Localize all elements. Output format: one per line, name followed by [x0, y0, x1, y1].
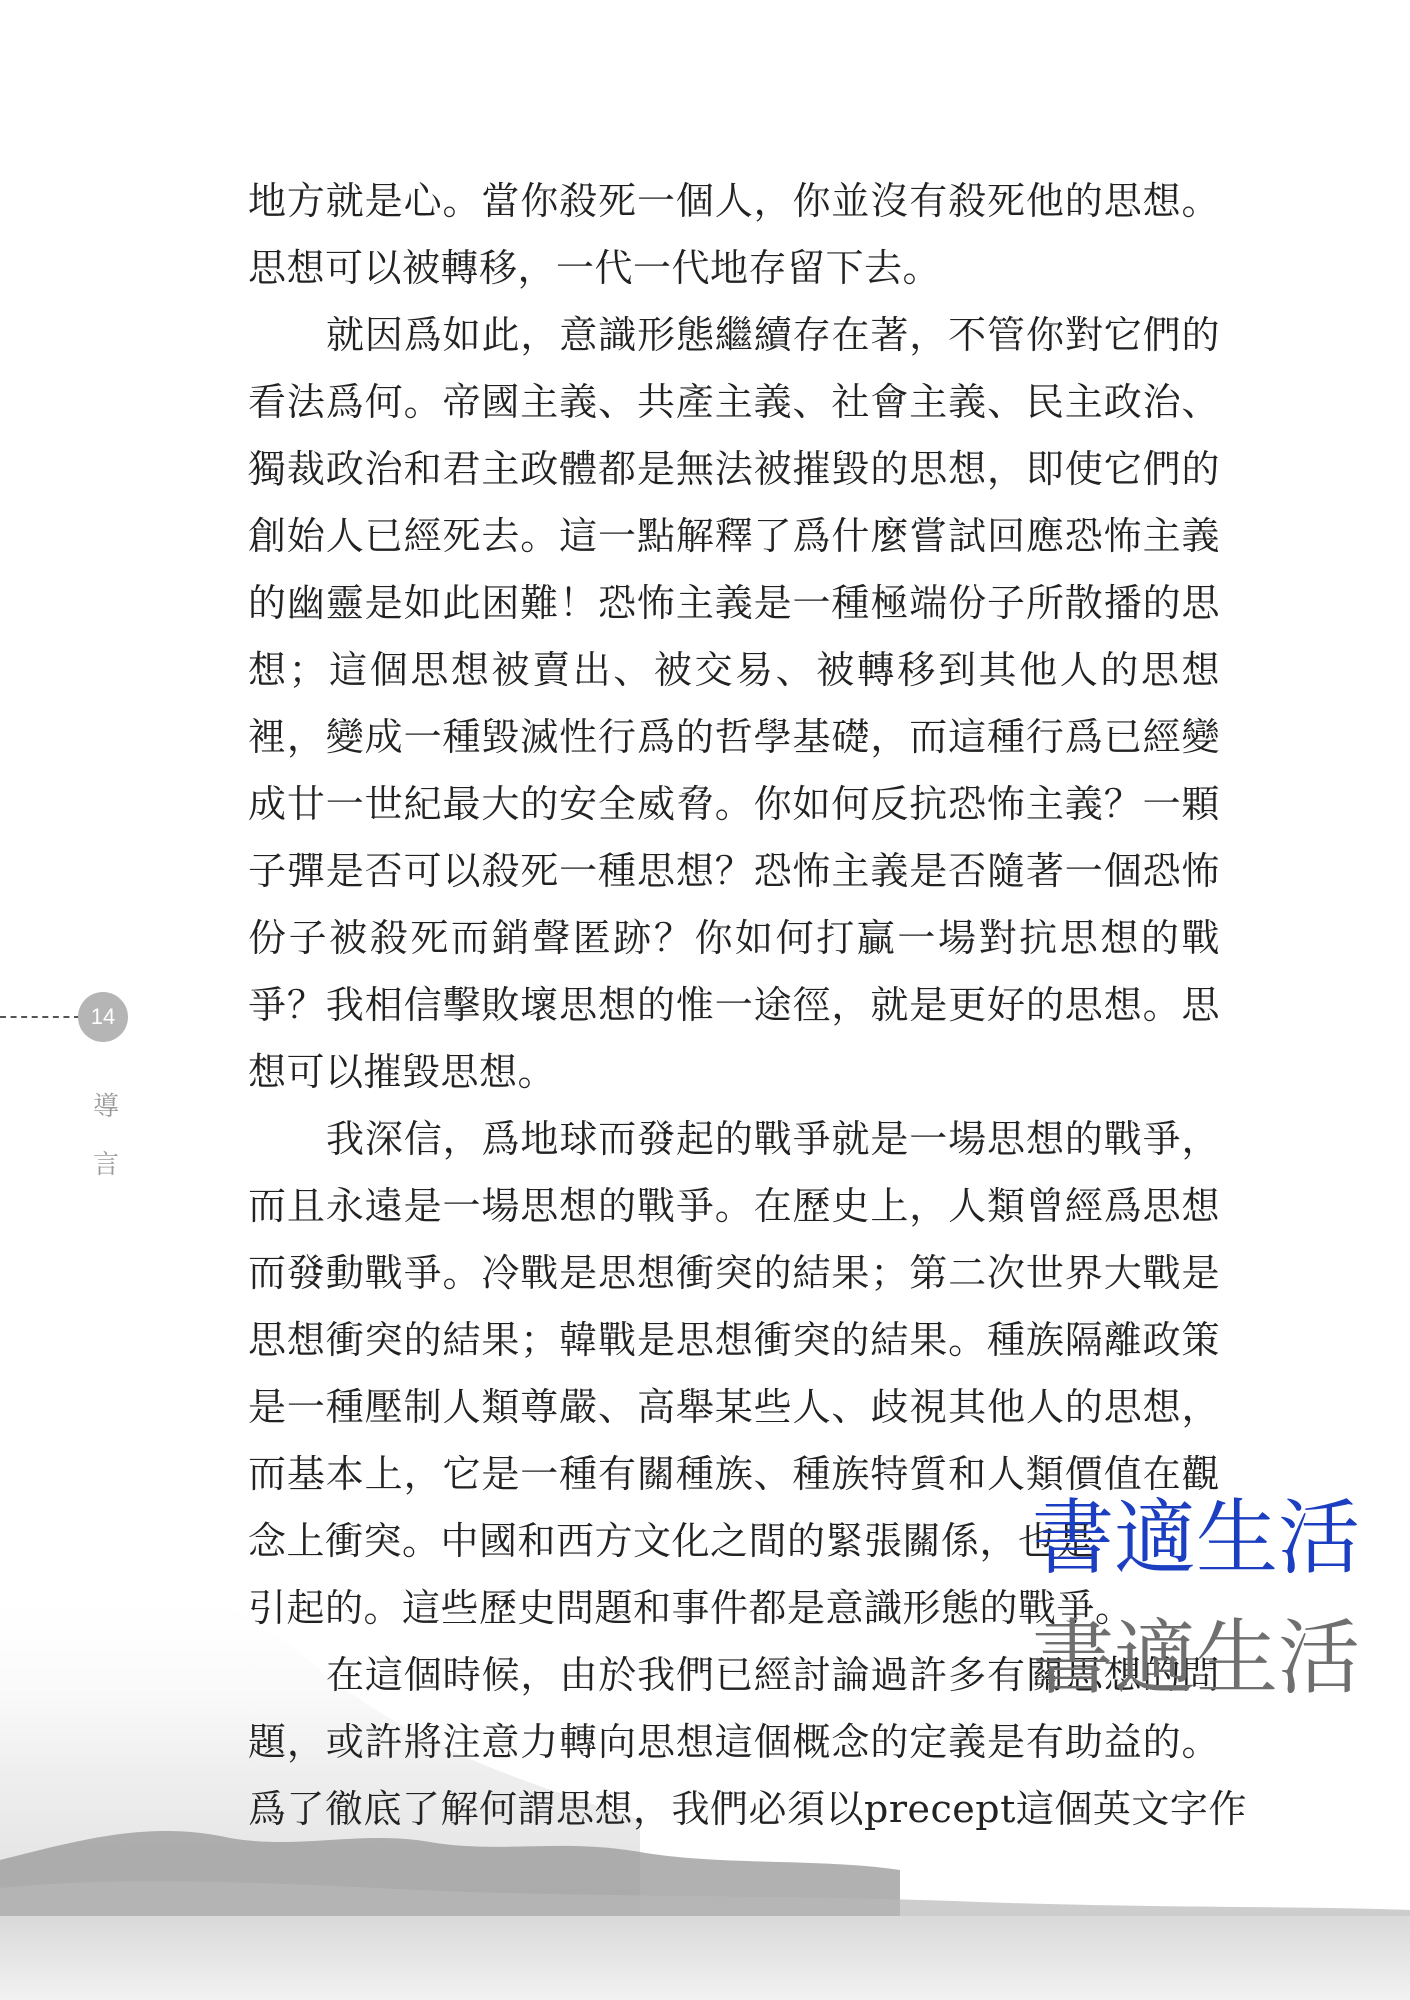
text-line: 在這個時候，由於我們已經討論過許多有關思想的問: [326, 1653, 1220, 1697]
section-label: [92, 1078, 120, 1194]
text-line: 念上衝突。中國和西方文化之間的緊張關係，也是: [248, 1519, 1096, 1563]
text-line: 的幽靈是如此困難！恐怖主義是一種極端份子所散播的思: [248, 581, 1220, 625]
text-line: 而且永遠是一場思想的戰爭。在歷史上，人類曾經爲思想: [248, 1184, 1220, 1228]
text-line: 是一種壓制人類尊嚴、高舉某些人、歧視其他人的思想，: [248, 1385, 1220, 1429]
text-line: 想；這個思想被賣出、被交易、被轉移到其他人的思想: [248, 648, 1220, 692]
body-text: [248, 168, 1247, 1843]
page-side-marker: [0, 990, 120, 1190]
watermark-blue: 書適生活: [1032, 1491, 1361, 1586]
text-line: 想可以摧毀思想。: [248, 1050, 557, 1094]
text-line: 看法爲何。帝國主義、共產主義、社會主義、民主政治、: [248, 380, 1220, 424]
text-line: 爭？我相信擊敗壞思想的惟一途徑，就是更好的思想。思: [248, 983, 1220, 1027]
text-line: 就因爲如此，意識形態繼續存在著，不管你對它們的: [326, 313, 1220, 357]
text-line: 我深信，爲地球而發起的戰爭就是一場思想的戰爭，: [326, 1117, 1220, 1161]
text-line: 子彈是否可以殺死一種思想？恐怖主義是否隨著一個恐怖: [248, 849, 1220, 893]
text-line: 爲了徹底了解何謂思想，我們必須以precept這個英文字作: [248, 1787, 1247, 1831]
section-label-char: 導: [92, 1092, 119, 1122]
text-line: 份子被殺死而銷聲匿跡？你如何打贏一場對抗思想的戰: [248, 916, 1220, 960]
text-line: 題，或許將注意力轉向思想這個概念的定義是有助益的。: [248, 1720, 1220, 1764]
text-line: 而基本上，它是一種有關種族、種族特質和人類價值在觀: [248, 1452, 1220, 1496]
text-line: 思想衝突的結果；韓戰是思想衝突的結果。種族隔離政策: [248, 1318, 1220, 1362]
side-dashed-line: [0, 1016, 80, 1018]
text-line: 裡，變成一種毀滅性行爲的哲學基礎，而這種行爲已經變: [248, 715, 1220, 759]
section-label-char: 言: [92, 1150, 119, 1180]
text-line: 創始人已經死去。這一點解釋了爲什麼嘗試回應恐怖主義: [248, 514, 1220, 558]
text-line: 成廿一世紀最大的安全威脅。你如何反抗恐怖主義？一顆: [248, 782, 1220, 826]
text-line: 而發動戰爭。冷戰是思想衝突的結果；第二次世界大戰是: [248, 1251, 1220, 1295]
page-number: 14: [78, 992, 128, 1042]
watermark-gray: 書適生活: [1032, 1611, 1361, 1706]
text-line: 思想可以被轉移，一代一代地存留下去。: [248, 246, 942, 290]
text-line: 引起的。這些歷史問題和事件都是意識形態的戰爭。: [248, 1586, 1134, 1630]
text-line: 獨裁政治和君主政體都是無法被摧毀的思想，即使它們的: [248, 447, 1220, 491]
text-line: 地方就是心。當你殺死一個人，你並沒有殺死他的思想。: [248, 179, 1220, 223]
